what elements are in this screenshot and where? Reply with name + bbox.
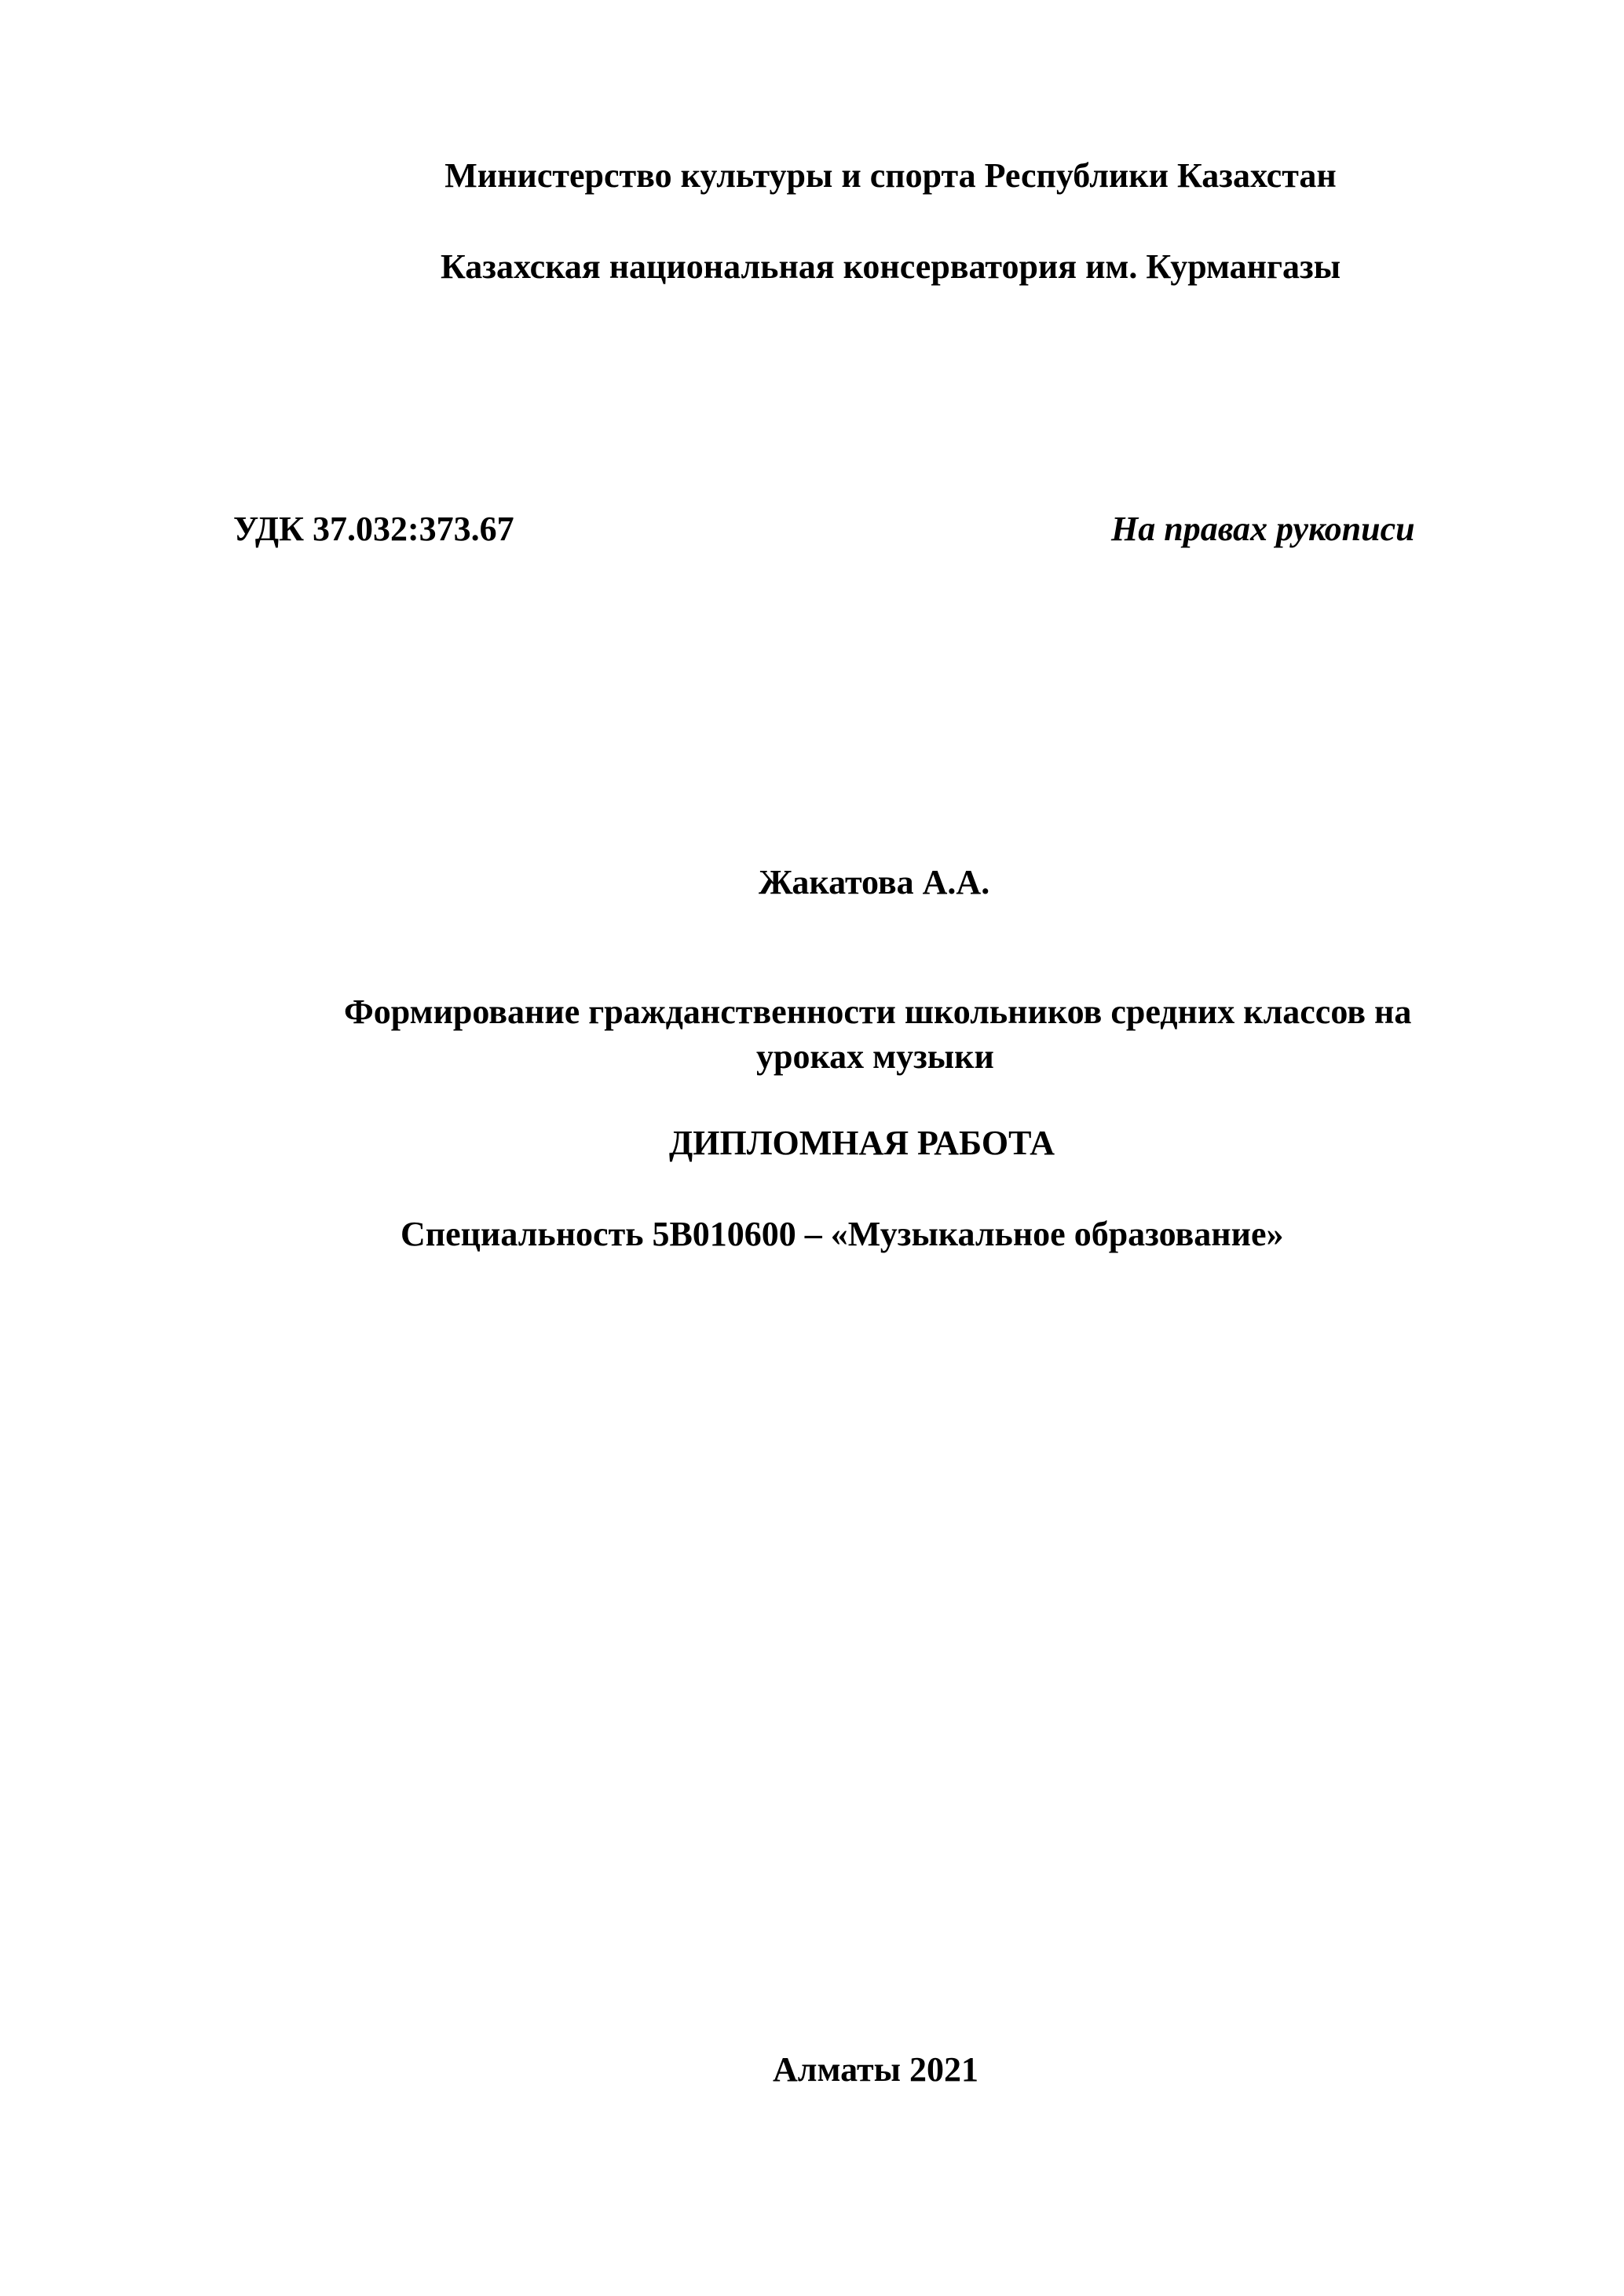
thesis-title-line-1: Формирование гражданственности школьников средних классов на <box>344 993 1412 1031</box>
author-name: Жакатова А.А. <box>759 863 990 901</box>
thesis-title-line-2: уроках музыки <box>756 1037 994 1076</box>
specialty-line: Специальность 5В010600 – «Музыкальное образование» <box>401 1215 1284 1253</box>
udk-code: УДК 37.032:373.67 <box>233 510 514 548</box>
ministry-heading: Министерство культуры и спорта Республики Казахстан <box>444 156 1337 195</box>
manuscript-rights-note: На правах рукописи <box>1111 510 1415 548</box>
city-year: Алматы 2021 <box>773 2050 978 2089</box>
work-type-heading: ДИПЛОМНАЯ РАБОТА <box>669 1124 1055 1162</box>
institution-heading: Казахская национальная консерватория им. Курмангазы <box>440 247 1341 286</box>
